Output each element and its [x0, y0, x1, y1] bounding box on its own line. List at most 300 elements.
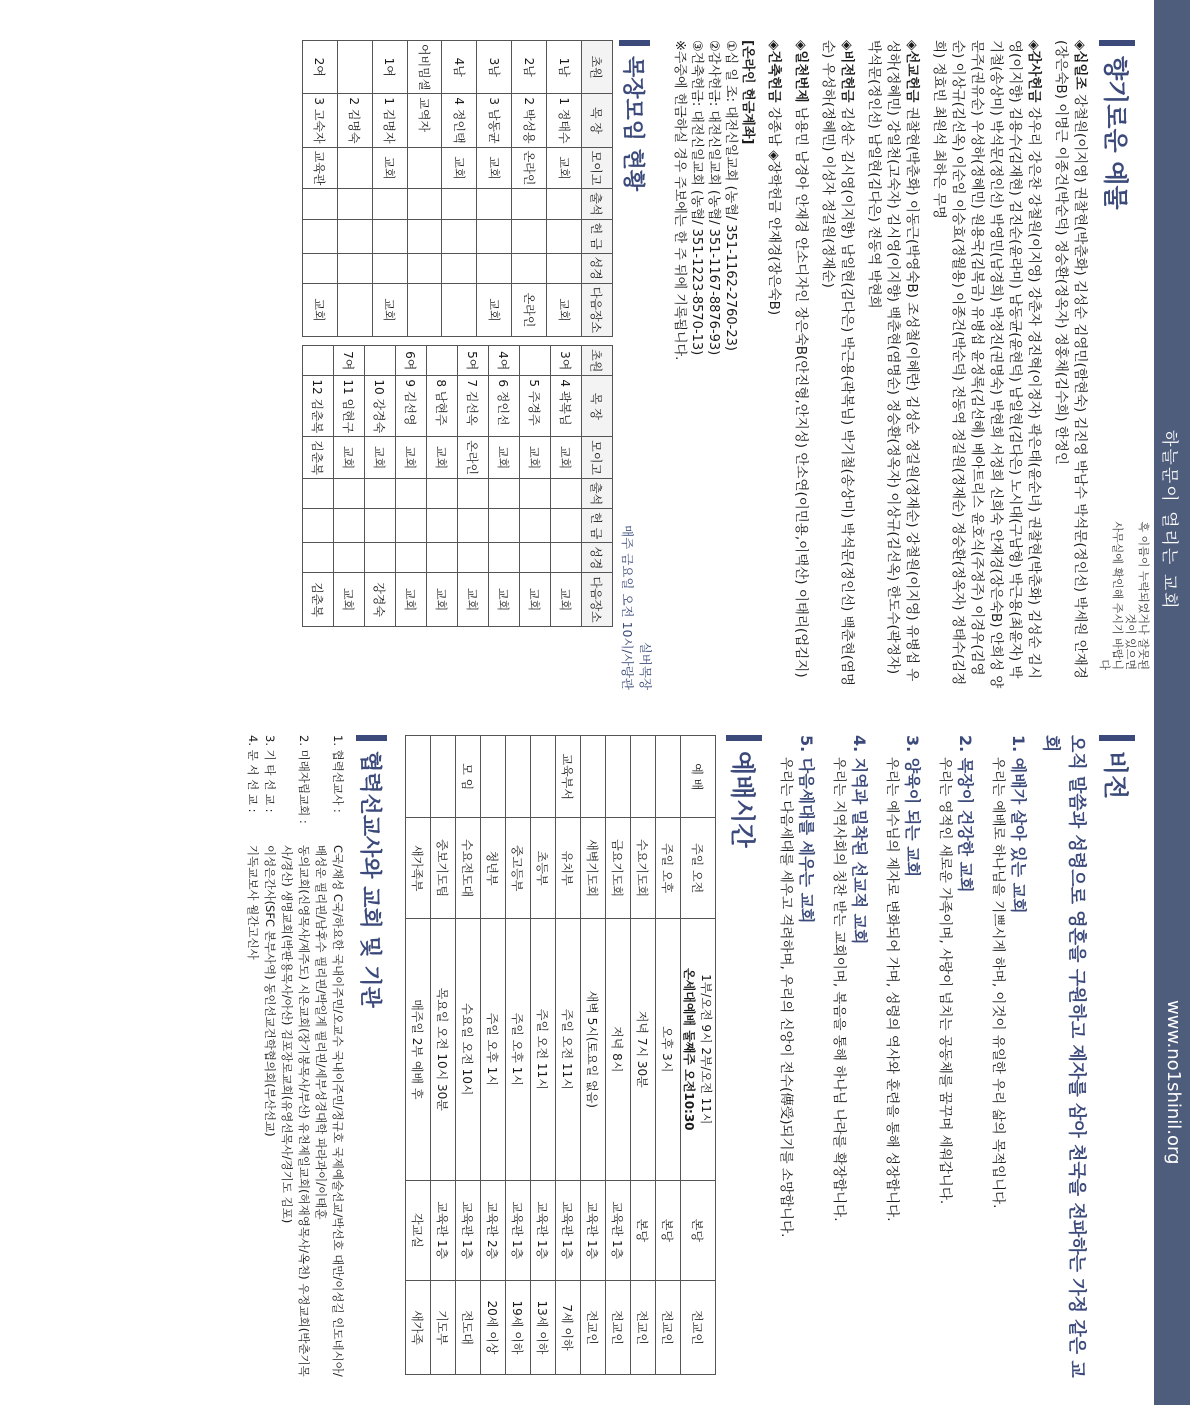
meeting-name: 주경주	[527, 390, 542, 426]
meeting-group: 6여	[396, 346, 427, 376]
worship-time-text: 1부/오전 9시 2부/오전 11시	[699, 974, 713, 1125]
vision-item-text: 우리는 지역사회의 칭찬 받는 교회이며, 복음을 통해 하나님 나라를 확장합니다.	[831, 757, 847, 1222]
worship-time	[631, 918, 656, 1180]
meeting-leader	[477, 94, 512, 147]
meeting-no: 12	[310, 379, 325, 395]
offering-label: ◈일천번제	[793, 40, 809, 103]
meeting-next: 교회	[303, 283, 338, 336]
meetings-col-header: 모이고	[582, 147, 613, 189]
worship-group	[506, 736, 531, 818]
worship-place: 본당	[656, 1180, 681, 1280]
meeting-row	[372, 41, 407, 337]
meeting-row	[442, 41, 477, 337]
worship-time-text: 주일 오전 11시	[535, 1008, 550, 1090]
partner-label: 3. 기 타 선 교 :	[263, 735, 277, 813]
vision-headline: 오직 말씀과 성령으로 영혼을 구원하고 제자를 삼아 천국을 전파하는 가정 같은 교회	[1040, 735, 1087, 1378]
worship-name: 수요기도회	[631, 818, 656, 918]
meeting-place: 교회	[334, 437, 365, 479]
meeting-name: 정태수	[556, 108, 571, 144]
worship-target: 전교인	[631, 1280, 656, 1374]
note-line: 사무실에 확인해 주시기 바랍니다	[1098, 521, 1124, 670]
worship-time-text: 목요일 오전 10시 30분	[435, 987, 450, 1111]
meeting-group	[427, 346, 458, 376]
vision-item	[829, 735, 872, 1385]
meeting-row	[551, 346, 582, 627]
worship-place: 교육관 1층	[531, 1180, 556, 1280]
meeting-group	[365, 346, 396, 376]
worship-group	[431, 736, 456, 818]
worship-time	[506, 918, 531, 1180]
meetings-col-header: 초원	[582, 346, 613, 376]
meeting-row	[512, 41, 547, 337]
meeting-name: 강경숙	[372, 398, 387, 434]
meeting-group: 4여	[489, 346, 520, 376]
meeting-row	[407, 41, 442, 337]
worship-place: 본당	[631, 1180, 656, 1280]
worship-row	[606, 736, 631, 1375]
meeting-off	[458, 509, 489, 543]
meeting-off	[489, 509, 520, 543]
worship-target: 기도부	[431, 1280, 456, 1374]
worship-target: 전교인	[656, 1280, 681, 1374]
meeting-leader	[303, 376, 334, 437]
vision-item	[776, 735, 819, 1385]
meeting-off	[396, 509, 427, 543]
meeting-bible	[303, 253, 338, 283]
meeting-group	[303, 346, 334, 376]
meeting-row	[520, 346, 551, 627]
meetings-subtitle: 매주 금요일 오전 10시/사랑관	[620, 525, 635, 690]
meeting-place: 온라인	[458, 437, 489, 479]
meeting-no: 1	[382, 97, 397, 106]
meeting-no: 4	[558, 379, 573, 387]
meeting-att	[547, 189, 582, 219]
meeting-leader	[512, 94, 547, 147]
offering-names: 강철원(이지영) 권찰현(박춘화) 김성순 김영민(함현숙) 김진영 박남수 박석문(정인선) 박세원 안재경(장은숙B) 이명근 이종건(박순덕) 정승환(정옥자) 정홍채(김수희) 한정인	[1053, 40, 1088, 679]
meeting-place: 교회	[551, 437, 582, 479]
meeting-name: 김춘복	[310, 398, 325, 434]
meeting-bible	[442, 253, 477, 283]
meeting-off	[334, 509, 365, 543]
worship-target: 20세 이상	[481, 1280, 506, 1374]
offering-names: 남용민 남경아 안재경 안소디자인 장은숙B(안진형,안지성) 안소연(이민용,이택산) 이태리(업김지)	[793, 106, 809, 678]
worship-name: 청년부	[481, 818, 506, 918]
meetings-header	[619, 40, 655, 690]
meeting-leader	[407, 94, 442, 147]
worship-time	[681, 918, 716, 1180]
meetings-col-header: 헌 금	[582, 509, 613, 543]
worship-place: 교육관 1층	[606, 1180, 631, 1280]
worship-row	[406, 736, 431, 1375]
worship-name: 중보기도팀	[431, 818, 456, 918]
meeting-name: 정인선	[496, 390, 511, 426]
meeting-group: 3여	[551, 346, 582, 376]
worship-time-text: 주일 오후 1시	[485, 1012, 500, 1086]
meeting-next: 교회	[372, 283, 407, 336]
worship-group	[481, 736, 506, 818]
partner-row	[312, 735, 346, 1385]
meeting-no: 6	[496, 379, 511, 387]
meetings-title: 목장모임 현황	[619, 40, 650, 191]
meeting-no: 2	[347, 97, 362, 106]
worship-name: 새벽기도회	[581, 818, 606, 918]
vision-title: 비전	[1099, 735, 1135, 1385]
meetings-col-header: 목 장	[582, 94, 613, 147]
meeting-att	[489, 479, 520, 509]
worship-time	[406, 918, 431, 1180]
meeting-place: 교회	[372, 147, 407, 189]
offering-names: 강종남 ◈장학헌금 안재경(장은숙B)	[766, 106, 782, 316]
meeting-no: 3	[312, 97, 327, 106]
meeting-bible	[520, 543, 551, 573]
meetings-table-left	[302, 40, 613, 337]
meeting-row	[303, 41, 338, 337]
meeting-next: 교회	[489, 573, 520, 626]
meeting-off	[303, 509, 334, 543]
meeting-bible	[512, 253, 547, 283]
vision-item-text: 우리는 예배로 하나님을 기쁘시게 하며, 이것이 유일한 우리 삶의 목적입니다.	[990, 757, 1006, 1209]
worship-place: 본당	[681, 1180, 716, 1280]
worship-name: 금요기도회	[606, 818, 631, 918]
meeting-place: 교회	[396, 437, 427, 479]
meeting-next: 교회	[334, 573, 365, 626]
meeting-next	[442, 283, 477, 336]
worship-group	[531, 736, 556, 818]
meeting-off	[427, 509, 458, 543]
vision-item	[935, 735, 978, 1385]
meeting-group	[520, 346, 551, 376]
meeting-no: 4	[451, 97, 466, 106]
partner-text: C국/채성 C국/하요한 국내이주민/오교수 국내이주민/정규호 국제예술선교/박선호 대만/이성길 인도네시아/배성운 필리핀/남후수 필리핀/박일계 필리핀/세부성경대학 파라과이/이태훈	[314, 845, 345, 1377]
online-line: ※주중에 헌금하실 경우 주보에는 한 주 뒤에 기록됩니다.	[672, 40, 687, 361]
worship-time	[531, 918, 556, 1180]
worship-time	[656, 918, 681, 1180]
meeting-group: 5여	[458, 346, 489, 376]
vision-item-head: 1. 예배가 살아 있는 교회	[1009, 735, 1028, 914]
meeting-bible	[365, 543, 396, 573]
meeting-next: 교회	[458, 573, 489, 626]
meetings-col-header: 헌 금	[582, 219, 613, 253]
meeting-leader	[427, 376, 458, 437]
vision-item-text: 우리는 예수님의 제자로 변화되어 가며, 성령의 역사와 훈련을 통해 성장합니다.	[884, 757, 900, 1222]
worship-name: 유치부	[556, 818, 581, 918]
meetings-col-header: 다음장소	[582, 283, 613, 336]
meeting-row	[427, 346, 458, 627]
worship-target: 전도대	[456, 1280, 481, 1374]
vision-item-head: 4. 지역과 밀착된 선교적 교회	[850, 735, 869, 945]
offering-item	[1051, 40, 1089, 690]
partner-row	[261, 735, 278, 1385]
worship-time	[456, 918, 481, 1180]
meeting-leader	[547, 94, 582, 147]
meeting-att	[407, 189, 442, 219]
offering-item	[929, 40, 1043, 690]
offering-label: ◈십일조	[1072, 40, 1088, 90]
meeting-place: 교회	[427, 437, 458, 479]
meeting-leader	[372, 94, 407, 147]
meeting-bible	[303, 543, 334, 573]
note-line: 혹 이름이 누락되었거나 잘못된 것이 있으면	[1124, 521, 1150, 670]
vision-item-text: 우리는 영적인 새로운 가족이며, 사랑이 넘치는 공동체를 꿈꾸며 세워갑니다.	[937, 757, 953, 1205]
meeting-no: 10	[372, 379, 387, 395]
meeting-bible	[551, 543, 582, 573]
worship-target: 19세 이하	[506, 1280, 531, 1374]
meeting-next: 온라인	[512, 283, 547, 336]
meeting-row	[396, 346, 427, 627]
offering-names: 권찰현(박춘화) 이동근(박영숙B) 조성철(이혜란) 김성순 정길원(정재순) 강철원(이지영) 유병섭 우성하(정혜민) 강일천(고숙자) 김시영(이지향) 백춘현(염명순) 정승환(정옥자) 이상규(김선옥) 한도수(곽정자) 박석문(정인선) 남일현(김다은) 전동역 박현희	[866, 40, 920, 682]
meeting-next: 김춘복	[303, 573, 334, 626]
meeting-bible	[337, 253, 372, 283]
meetings-table-right	[302, 345, 613, 627]
meeting-bible	[372, 253, 407, 283]
meeting-att	[427, 479, 458, 509]
meetings-col-header: 다음장소	[582, 573, 613, 626]
meeting-off	[442, 219, 477, 253]
meeting-place: 교회	[365, 437, 396, 479]
meeting-leader	[489, 376, 520, 437]
meeting-att	[512, 189, 547, 219]
meeting-name: 박성용	[521, 108, 536, 144]
meeting-place: 교회	[520, 437, 551, 479]
worship-target: 전교인	[681, 1280, 716, 1374]
meeting-off	[477, 219, 512, 253]
worship-name: 초등부	[531, 818, 556, 918]
worship-time	[556, 918, 581, 1180]
worship-row	[656, 736, 681, 1375]
meeting-off	[372, 219, 407, 253]
vision-item	[882, 735, 925, 1385]
meetings-subtitle2: 실버목장	[638, 641, 653, 690]
worship-group: 교육부서	[556, 736, 581, 818]
meeting-no: 7	[465, 379, 480, 387]
partners-list	[244, 735, 346, 1385]
partner-row	[278, 735, 312, 1385]
church-motto: 하늘문이 열리는 교회	[1159, 430, 1179, 611]
worship-name: 주일 오후	[656, 818, 681, 918]
meeting-next: 교회	[396, 573, 427, 626]
meeting-att	[551, 479, 582, 509]
worship-row	[456, 736, 481, 1375]
partner-text: 이성은간사(SFC 본부사역) 동인선교건학협의회(부산선교)	[263, 845, 277, 1137]
meeting-group: 2여	[303, 41, 338, 94]
right-column	[244, 735, 1135, 1385]
worship-group	[656, 736, 681, 818]
meeting-group: 1여	[372, 41, 407, 94]
online-accounts	[671, 40, 756, 690]
meeting-att	[396, 479, 427, 509]
worship-group	[606, 736, 631, 818]
worship-row	[531, 736, 556, 1375]
worship-target: 전교인	[606, 1280, 631, 1374]
meeting-off	[512, 219, 547, 253]
meeting-leader	[520, 376, 551, 437]
worship-place: 교육관 2층	[481, 1180, 506, 1280]
meeting-att	[477, 189, 512, 219]
vision-item-head: 5. 다음세대를 세우는 교회	[797, 735, 816, 924]
worship-target: 전교인	[581, 1280, 606, 1374]
meeting-att	[303, 479, 334, 509]
worship-target: 새가족	[406, 1280, 431, 1374]
meeting-row	[334, 346, 365, 627]
online-line: ②감사헌금: 대전신일교회 (농협/ 351-1167-8876-93)	[706, 40, 721, 356]
worship-group: 예 배	[681, 736, 716, 818]
meeting-bible	[334, 543, 365, 573]
worship-name: 주일 오전	[681, 818, 716, 918]
meetings-tables	[302, 40, 613, 690]
offering-item	[764, 40, 783, 690]
meeting-bible	[489, 543, 520, 573]
worship-place: 교육관 1층	[456, 1180, 481, 1280]
meeting-group: 어비밈셀	[407, 41, 442, 94]
worship-time	[431, 918, 456, 1180]
online-lines	[671, 40, 739, 690]
offering-item	[864, 40, 921, 690]
meeting-no: 8	[434, 379, 449, 387]
worship-time-text: 새벽 5시(토요일 없음)	[585, 990, 600, 1108]
meeting-name: 김선옥	[465, 390, 480, 426]
worship-row	[581, 736, 606, 1375]
online-title: [온라인 헌금계좌]	[740, 40, 755, 145]
worship-title: 예배시간	[726, 735, 762, 1385]
meeting-next: 교회	[477, 283, 512, 336]
meeting-name: 고숙자	[312, 108, 327, 144]
online-line: ①십 일 조: 대전신일교회 (농협/ 351-1162-2760-23)	[723, 40, 738, 351]
meeting-att	[337, 189, 372, 219]
meeting-bible	[547, 253, 582, 283]
vision-section	[776, 735, 1135, 1385]
meeting-off	[547, 219, 582, 253]
meeting-row	[477, 41, 512, 337]
meeting-off	[337, 219, 372, 253]
offering-names: 강우리 강은찬 강철원(이지영) 강춘자 경진혁(이정자) 곽은태(윤순녀) 권찰현(박춘화) 김성순 김시영(이지향) 김용수(김재현) 김진순(윤라미) 남동균(윤현덕) 남일현(김다은) 노시대(구남형) 박근용(최윤자) 박기철(송상미) 박석문(정인선) 박영민(남경희) 박정진(권명숙) 박현희 서정희 신희숙 안재경(장은숙B) 안희성 양문주(권유순) 우성하(정혜민) 원용국(김복금) 유병섭 윤정록(김선혜) 베아트리스 윤호식(주정주) 이경우(김영순) 이상규(김선옥) 이순임 이승효(정월용) 이종건(박순덕) 전동역 정길원(정재순) 정승환(정옥자) 정태수(김정희) 정효빈 최원석 최하은 무명	[931, 40, 1042, 689]
meeting-name: 곽복님	[558, 390, 573, 426]
meeting-no: 11	[341, 379, 356, 395]
worship-name: 새가족부	[406, 818, 431, 918]
vision-item	[988, 735, 1031, 1385]
meeting-leader	[303, 94, 338, 147]
meeting-place: 교회	[489, 437, 520, 479]
meetings-col-header: 성경	[582, 543, 613, 573]
meeting-no: 9	[403, 379, 418, 387]
vision-item-head: 2. 목장이 건강한 교회	[956, 735, 975, 893]
meeting-name: 교역자	[417, 97, 432, 133]
meeting-group: 1남	[547, 41, 582, 94]
worship-group: 모 임	[456, 736, 481, 818]
worship-place: 교육관 1층	[431, 1180, 456, 1280]
meeting-row	[303, 346, 334, 627]
meeting-off	[365, 509, 396, 543]
worship-row	[431, 736, 456, 1375]
worship-place: 각교실	[406, 1180, 431, 1280]
meeting-bible	[407, 253, 442, 283]
worship-time	[481, 918, 506, 1180]
meeting-next	[337, 283, 372, 336]
meeting-bible	[477, 253, 512, 283]
meeting-group: 3남	[477, 41, 512, 94]
worship-name: 수요전도대	[456, 818, 481, 918]
worship-target: 7세 이하	[556, 1280, 581, 1374]
meeting-next: 교회	[547, 283, 582, 336]
meeting-bible	[396, 543, 427, 573]
offering-label: ◈비전헌금	[839, 40, 855, 103]
meeting-next: 교회	[551, 573, 582, 626]
meeting-row	[365, 346, 396, 627]
worship-time-text: 오후 3시	[660, 1026, 675, 1073]
offering-label: ◈건축헌금	[766, 40, 782, 103]
worship-group	[631, 736, 656, 818]
meetings-col-header: 초원	[582, 41, 613, 94]
meeting-name: 남현주	[434, 390, 449, 426]
worship-name: 중고등부	[506, 818, 531, 918]
meeting-row	[489, 346, 520, 627]
meeting-name: 정인택	[451, 108, 466, 144]
offering-label: ◈선교헌금	[904, 40, 920, 103]
offering-names: 김성순 김시영(이지향) 남일현(김다은) 박근용(곽복님) 박기철(송상미) 박석문(정인선) 백춘현(염명순) 우성하(정혜민) 이성자 정길원(정재순)	[820, 40, 855, 687]
meetings-col-header: 출석	[582, 479, 613, 509]
meeting-off	[520, 509, 551, 543]
meeting-no: 5	[527, 379, 542, 387]
offering-item	[818, 40, 856, 690]
meeting-off	[551, 509, 582, 543]
vision-list	[776, 735, 1031, 1385]
meeting-row	[547, 41, 582, 337]
meeting-group: 7여	[334, 346, 365, 376]
partner-text: 기독교보사 월간고신사	[246, 845, 260, 960]
meetings-col-header: 모이고	[582, 437, 613, 479]
offering-label: ◈감사헌금	[1026, 40, 1042, 103]
meeting-group: 2남	[512, 41, 547, 94]
meeting-leader	[337, 94, 372, 147]
meeting-name: 김명숙	[347, 108, 362, 144]
meeting-row	[458, 346, 489, 627]
meeting-place: 김춘복	[303, 437, 334, 479]
meeting-leader	[442, 94, 477, 147]
worship-place: 교육관 1층	[506, 1180, 531, 1280]
meeting-name: 임현구	[341, 398, 356, 434]
meeting-off	[407, 219, 442, 253]
meeting-no: 3	[486, 97, 501, 106]
worship-row	[481, 736, 506, 1375]
partners-title: 협력선교사와 교회 및 기관	[356, 735, 387, 1385]
meeting-name: 김명자	[382, 108, 397, 144]
worship-row	[631, 736, 656, 1375]
offerings-title: 향기로운 예물	[1099, 40, 1135, 690]
meeting-att	[365, 479, 396, 509]
header-band	[1154, 0, 1190, 1405]
vision-item-text: 우리는 다음세대를 세우고 격려하며, 우리의 신앙이 전수(傳受)되기를 소망합니다.	[778, 757, 794, 1238]
church-website[interactable]: www.no1shinil.org	[1163, 1000, 1184, 1165]
meeting-next: 교회	[520, 573, 551, 626]
meeting-leader	[396, 376, 427, 437]
meetings-col-header: 출석	[582, 189, 613, 219]
meeting-leader	[458, 376, 489, 437]
meeting-next: 교회	[427, 573, 458, 626]
meeting-leader	[551, 376, 582, 437]
meeting-leader	[365, 376, 396, 437]
meeting-place	[407, 147, 442, 189]
worship-time-text: 매주일 2부 예배 후	[410, 999, 425, 1100]
left-column	[302, 40, 1135, 690]
meeting-place: 교회	[442, 147, 477, 189]
meeting-name: 남동균	[486, 108, 501, 144]
meeting-group	[337, 41, 372, 94]
worship-target: 13세 이하	[531, 1280, 556, 1374]
meeting-bible	[458, 543, 489, 573]
meeting-bible	[427, 543, 458, 573]
worship-row	[681, 736, 716, 1375]
worship-time-text: 수요일 오전 10시	[460, 1003, 475, 1096]
partner-label: 2. 미래자립교회 :	[297, 735, 311, 824]
